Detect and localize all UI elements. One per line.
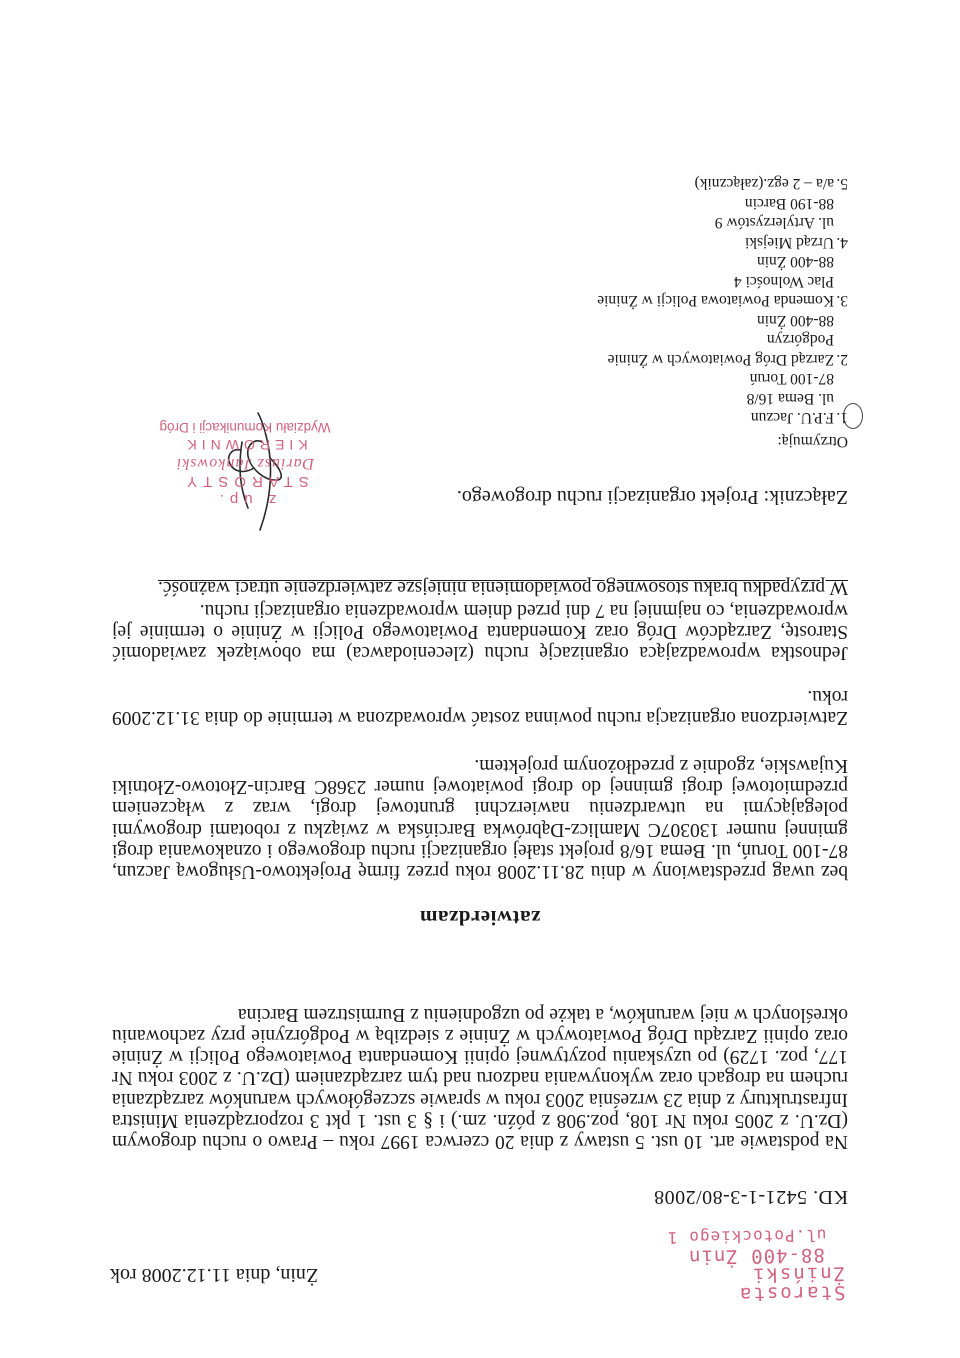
recipients-heading: Otrzymują:: [777, 433, 848, 450]
recipient-line: ul. Bema 16/8: [746, 390, 834, 407]
warning-paragraph: W przypadku braku stosownego powiadomienia niniejsze zatwierdzenie utraci ważność.: [157, 577, 848, 598]
signature-stamp-line-4: Wydziału Komunikacji i Dróg: [159, 420, 331, 435]
recipient-item: [597, 194, 848, 253]
recipient-line: Komenda Powiatowa Policji w Żninie: [597, 292, 834, 310]
signature-stamp-line-3: KIEROWNIK: [182, 437, 308, 453]
recipient-item: [597, 252, 848, 311]
recipient-line: 88-190 Barcin: [744, 195, 834, 212]
approval-paragraph: bez uwag przedstawiony w dniu 28.11.2008 roku przez firmę Projektowo-Usługową Jaczun, 87-100 Toruń, ul. Bema 16/8 projekt stałej organizacji ruchu drogowego i oznakowania drogi gminnej numer 130307C Mamlicz-Dąbrówka Barcińska w związku z robotami drogowymi polegającymi na utwardzeniu nawierzchni gruntowej drogi, wraz z włączeniem przedmiotowej drogi gminnej do drogi powiatowej numer 2368C Barcin-Złotowo-Złotniki Kujawskie, zgodnie z przedłożonym projektem.: [112, 754, 848, 882]
place-date: Żnin, dnia 11.12.2008 rok: [110, 1264, 319, 1286]
recipient-line: ul. Artylerzystów 9: [714, 214, 834, 232]
case-number: KD. 5421-1-3-80/2008: [653, 1186, 848, 1208]
recipient-item: [597, 174, 848, 194]
signature-stamp-line-2: Dariusz Jankowski: [175, 455, 315, 472]
attachment-note: Załącznik: Projekt organizacji ruchu drogowego.: [456, 486, 848, 508]
recipient-number: 4.: [836, 234, 848, 251]
recipient-line: Plac Wolności 4: [733, 273, 834, 290]
recipient-line: 88-400 Żnin: [756, 312, 834, 329]
signature-stamp-line-1: z up. STAROSTY: [181, 473, 309, 508]
recipient-line: Urząd Miejski: [744, 234, 834, 251]
signature-stamp: [150, 418, 340, 508]
recipient-line: Podgórzyn: [766, 331, 834, 349]
recipient-item: [597, 369, 848, 428]
stamp-line-2: 88-400 Żnin: [687, 1243, 826, 1268]
recipient-line: 87-100 Toruń: [749, 370, 834, 388]
recipient-line: Zarząd Dróg Powiatowych w Żninie: [607, 351, 834, 368]
recipient-number: 3.: [836, 292, 848, 310]
starosta-stamp: [644, 1225, 845, 1304]
recipient-number: 1.: [836, 409, 848, 427]
recipient-line: a/a – 2 egz.(załącznik): [694, 175, 834, 193]
recipient-item: [597, 311, 848, 370]
legal-basis-paragraph: Na podstawie art. 10 ust. 5 ustawy z dnia 20 czerwca 1997 roku – Prawo o ruchu drogowym (Dz.U. z 2005 roku Nr 108, poz.908 z późn. zm.) i § 3 ust. 1 pkt 3 rozporządzenia Ministra Infrastruktury z dnia 23 września 2003 roku w sprawie szczegółowych warunków zarządzania ruchem na drogach oraz wykonywania nadzoru nad tym zarządzaniem (Dz.U. z 2003 roku Nr 177, poz. 1729) po uzyskaniu pozytywnej opinii Komendanta Powiatowego Policji w Żninie oraz opinii Zarządu Dróg Powiatowych w Żninie z siedzibą w Podgórzynie przy zachowaniu określonych w niej warunków, a także po uzgodnieniu z Burmistrzem Barcina: [112, 1003, 848, 1152]
recipient-line: 88-400 Żnin: [756, 253, 834, 271]
recipient-line: F.P.U. Jaczun: [750, 409, 834, 427]
stamp-line-3: ul.Potockiego 1: [666, 1225, 827, 1248]
stamp-line-1: Starosta Żniński: [737, 1262, 846, 1306]
recipients-list: [597, 174, 848, 451]
validity-paragraph: Zatwierdzona organizacja ruchu powinna zostać wprowadzona w terminie do dnia 31.12.2009 roku.: [112, 685, 848, 728]
approve-heading: zatwierdzam: [419, 906, 541, 930]
obligation-paragraph: Jednostka wprowadzająca organizację ruchu (zleceniodawca) ma obowiązek zawiadomić Starostę, Zarządców Dróg oraz Komendanta Powiatowego Policji w Żninie o terminie jej wprowadzenia, co najmniej na 7 dni przed dniem wprowadzenia organizacji ruchu.: [112, 599, 848, 663]
recipient-number: 2.: [836, 351, 848, 368]
recipient-number: 5.: [836, 175, 848, 193]
